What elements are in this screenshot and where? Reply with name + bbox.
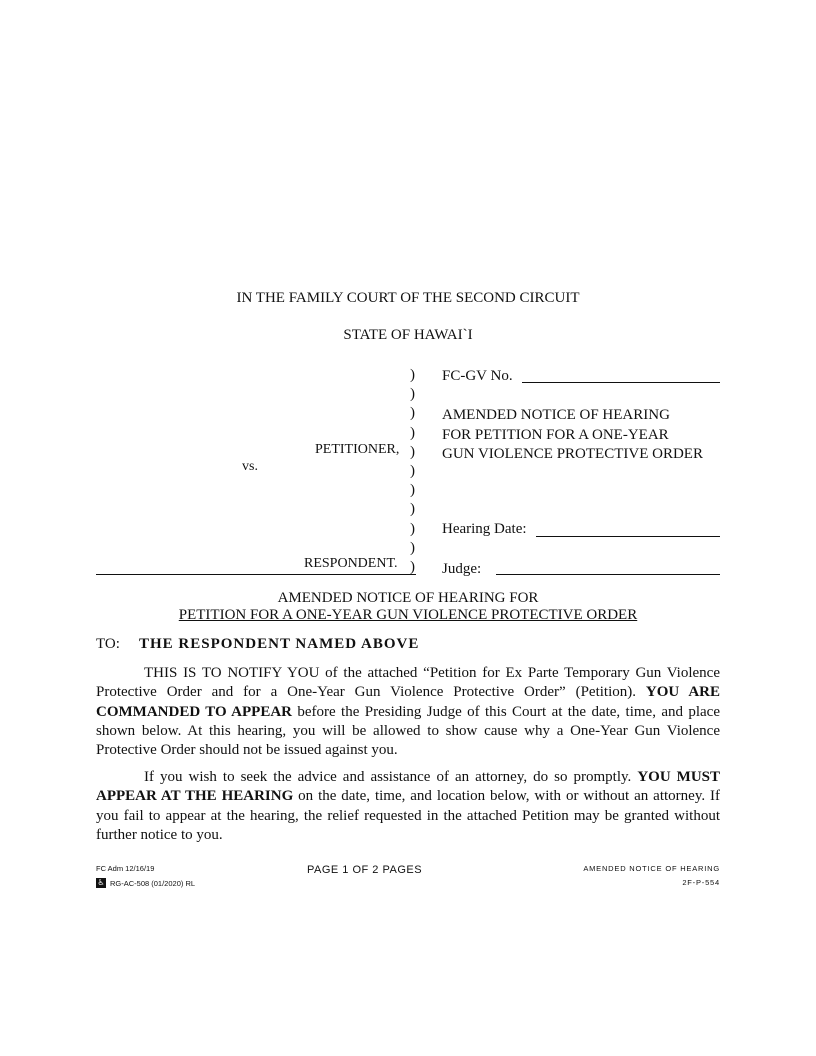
paren: ) [410, 501, 415, 518]
paren: ) [410, 386, 415, 403]
hearing-date-field[interactable] [536, 536, 720, 537]
page-number: PAGE 1 OF 2 PAGES [307, 864, 423, 876]
state-name: STATE OF HAWAI`I [343, 327, 473, 343]
caption-title [442, 406, 703, 465]
addressee: THE RESPONDENT NAMED ABOVE [139, 636, 420, 652]
case-number-field[interactable] [522, 382, 720, 383]
caption-underline [96, 574, 416, 575]
document-title-line2 [0, 607, 816, 624]
attorney-text: on the date, time, and location below, with or without an attorney. If you fail to appear at the hearing, the relief requested in the attached Petition may be granted without further notice to you. [96, 788, 720, 843]
caption-title-line: GUN VIOLENCE PROTECTIVE ORDER [442, 446, 703, 462]
wheelchair-accessibility-icon: ♿ [97, 878, 105, 887]
form-code-row [96, 878, 195, 888]
paren: ) [410, 558, 415, 575]
paren: ) [410, 367, 415, 383]
versus-label: vs. [242, 459, 258, 474]
judge-field[interactable] [496, 574, 720, 575]
attorney-paragraph [96, 768, 720, 845]
footer-title: AMENDED NOTICE OF HEARING [583, 864, 720, 873]
court-name: IN THE FAMILY COURT OF THE SECOND CIRCUIT [236, 290, 580, 306]
form-number: 2F-P-554 [682, 878, 720, 887]
attorney-bold-text: YOU MUST APPEAR AT THE HEARING [96, 769, 721, 805]
attorney-text: If you wish to seek the advice and assistance of an attorney, do so promptly. [144, 769, 638, 785]
hearing-date-label: Hearing Date: [442, 521, 527, 537]
paren: ) [410, 443, 415, 460]
form-date: FC Adm 12/16/19 [96, 864, 155, 873]
caption-title-line: FOR PETITION FOR A ONE-YEAR [442, 426, 669, 443]
paren: ) [410, 462, 415, 479]
caption-parentheses [410, 366, 422, 577]
notice-bold-text: YOU ARE COMMANDED TO APPEAR [96, 684, 720, 720]
form-code: RG-AC-508 (01/2020) RL [110, 878, 196, 888]
paren: ) [410, 424, 415, 441]
notice-paragraph [96, 664, 720, 760]
paren: ) [410, 539, 415, 556]
paren: ) [410, 520, 415, 537]
case-number-label: FC-GV No. [442, 368, 513, 384]
to-label: TO: [96, 636, 120, 652]
caption-title-line: AMENDED NOTICE OF HEARING [442, 407, 670, 423]
document-title-text: PETITION FOR A ONE-YEAR GUN VIOLENCE PROTECTIVE ORDER [178, 607, 638, 623]
notice-text: before the Presiding Judge of this Court at the date, time, and place shown below. At this hearing, you will be allowed to show cause why a One-Year Gun Violence Protective Order should not be issued against you. [96, 703, 720, 759]
respondent-label: RESPONDENT. [304, 556, 398, 571]
paren: ) [410, 482, 415, 499]
paren: ) [410, 405, 415, 422]
notice-text: THIS IS TO NOTIFY YOU of the attached “Petition for Ex Parte Temporary Gun Violence Protective Order and for a One-Year Gun Violence Protective Order” (Petition). [96, 665, 720, 701]
petitioner-label: PETITIONER, [315, 442, 400, 457]
document-title-line1: AMENDED NOTICE OF HEARING FOR [277, 590, 539, 606]
judge-label: Judge: [442, 561, 482, 577]
